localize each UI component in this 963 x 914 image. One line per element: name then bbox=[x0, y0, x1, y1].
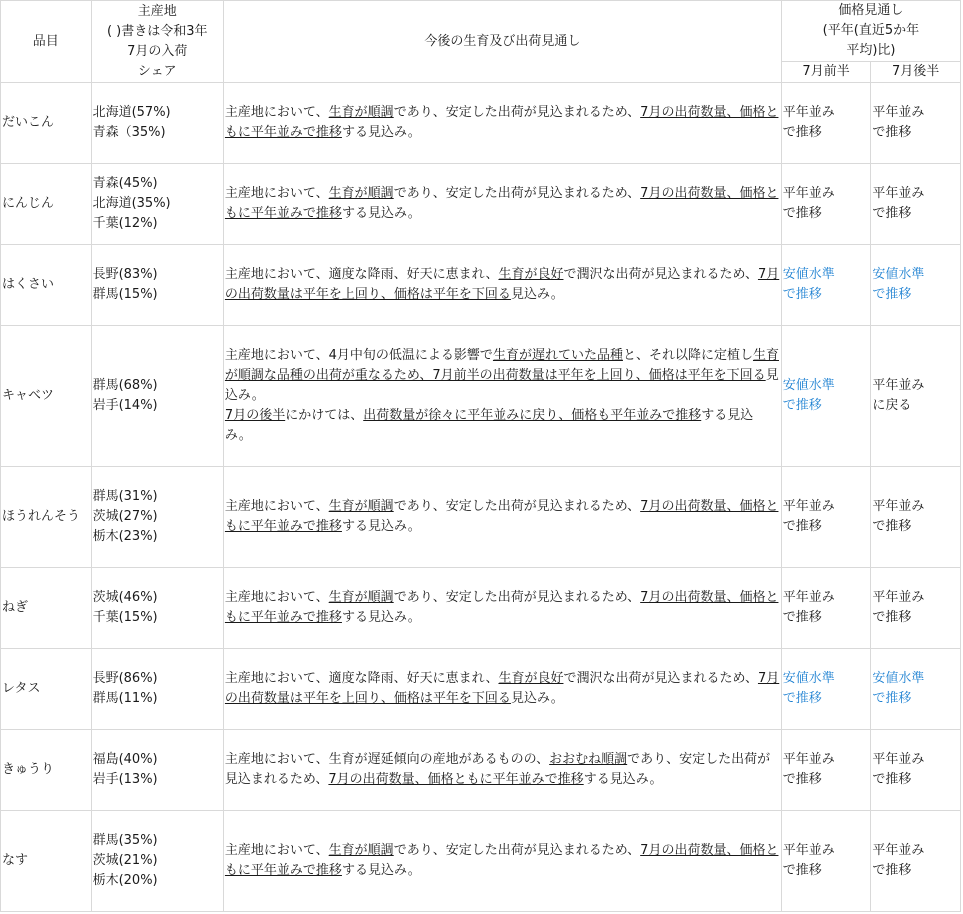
outlook-highlight: 生育が順調 bbox=[328, 105, 394, 120]
outlook-segment: する見込み。 bbox=[341, 125, 421, 140]
outlook-segment: であり、安定した出荷が見込まれるため、 bbox=[393, 499, 641, 514]
item-name: ねぎ bbox=[1, 568, 92, 649]
price-outlook-line: 安値水準 bbox=[782, 671, 835, 686]
price-outlook-line: 平年並み bbox=[872, 378, 925, 393]
header-price-line: (平年(直近5か年 bbox=[822, 23, 920, 38]
table-row bbox=[1, 83, 961, 164]
price-outlook-line: 平年並み bbox=[872, 752, 925, 767]
outlook-text bbox=[223, 730, 781, 811]
header-share-line: ( )書きは令和3年 bbox=[106, 23, 208, 39]
price-outlook-line: 平年並み bbox=[872, 843, 925, 858]
outlook-highlight: 生育が順調な品種の出荷が重なるため、7月前半の出荷数量は平年を上回り、価格は平年を下回る bbox=[224, 348, 779, 383]
production-share bbox=[91, 568, 223, 649]
price-first-half bbox=[781, 467, 871, 568]
item-name: はくさい bbox=[1, 245, 92, 326]
outlook-segment: 主産地において、 bbox=[224, 186, 329, 201]
production-share bbox=[91, 164, 223, 245]
outlook-segment: 主産地において、 bbox=[224, 105, 329, 120]
share-entry: 茨城(27%) bbox=[92, 509, 158, 524]
price-outlook-line: 平年並み bbox=[782, 186, 835, 201]
price-outlook-line: 平年並み bbox=[872, 105, 925, 120]
outlook-text bbox=[223, 467, 781, 568]
outlook-highlight: 生育が順調 bbox=[328, 843, 394, 858]
outlook-highlight: 生育が順調 bbox=[328, 590, 394, 605]
outlook-text bbox=[223, 811, 781, 912]
outlook-segment: 主産地において、適度な降雨、好天に恵まれ、 bbox=[224, 671, 499, 686]
price-second-half bbox=[871, 811, 961, 912]
outlook-segment: にかけては、 bbox=[285, 408, 364, 423]
header-price-line: 価格見通し bbox=[838, 3, 904, 18]
price-outlook-line: で推移 bbox=[872, 287, 912, 302]
price-outlook-line: で推移 bbox=[782, 125, 822, 140]
price-first-half bbox=[781, 326, 871, 467]
outlook-segment: する見込み。 bbox=[341, 863, 421, 878]
outlook-segment: する見込み。 bbox=[341, 610, 421, 625]
share-entry: 青森(45%) bbox=[92, 176, 158, 191]
table-row bbox=[1, 730, 961, 811]
header-price-line: 平均)比) bbox=[846, 43, 896, 58]
production-share bbox=[91, 730, 223, 811]
outlook-segment: 主産地において、適度な降雨、好天に恵まれ、 bbox=[224, 267, 499, 282]
share-entry: 青森（35%) bbox=[92, 125, 166, 140]
price-outlook-line: で推移 bbox=[782, 287, 822, 302]
outlook-highlight: 7月の出荷数量、価格ともに平年並みで推移 bbox=[224, 186, 779, 221]
price-outlook-line: で推移 bbox=[872, 863, 912, 878]
outlook-segment: であり、安定した出荷が見込まれるため、 bbox=[224, 752, 771, 787]
price-outlook-line: で推移 bbox=[872, 206, 912, 221]
price-outlook-line: 平年並み bbox=[872, 186, 925, 201]
share-entry: 千葉(15%) bbox=[92, 610, 158, 625]
share-entry: 茨城(46%) bbox=[92, 590, 158, 605]
outlook-highlight: 7月の出荷数量、価格ともに平年並みで推移 bbox=[224, 499, 779, 534]
table-body bbox=[1, 83, 961, 912]
outlook-segment: 見込み。 bbox=[224, 368, 779, 403]
outlook-segment: する見込み。 bbox=[341, 206, 421, 221]
production-share bbox=[91, 83, 223, 164]
outlook-segment: 見込み。 bbox=[510, 287, 564, 302]
share-entry: 栃木(20%) bbox=[92, 873, 158, 888]
price-outlook-line: 平年並み bbox=[782, 105, 835, 120]
share-entry: 北海道(35%) bbox=[92, 196, 171, 211]
price-outlook-line: 平年並み bbox=[782, 843, 835, 858]
header-outlook: 今後の生育及び出荷見通し bbox=[223, 1, 781, 83]
outlook-highlight: 7月の出荷数量、価格ともに平年並みで推移 bbox=[328, 772, 584, 787]
outlook-highlight: 生育が良好 bbox=[498, 267, 564, 282]
table-row bbox=[1, 164, 961, 245]
price-second-half bbox=[871, 164, 961, 245]
price-outlook-line: で推移 bbox=[782, 772, 822, 787]
header-price-first-half: 7月前半 bbox=[781, 62, 871, 83]
outlook-text bbox=[223, 164, 781, 245]
production-share bbox=[91, 811, 223, 912]
outlook-highlight: 7月の出荷数量は平年を上回り、価格は平年を下回る bbox=[224, 267, 780, 302]
outlook-highlight: おおむね順調 bbox=[549, 752, 628, 767]
production-share bbox=[91, 649, 223, 730]
share-entry: 長野(86%) bbox=[92, 671, 158, 686]
outlook-highlight: 7月の後半 bbox=[224, 408, 286, 423]
header-share-line: シェア bbox=[137, 63, 177, 79]
table-row bbox=[1, 649, 961, 730]
outlook-highlight: 生育が順調 bbox=[328, 499, 394, 514]
share-entry: 群馬(11%) bbox=[92, 691, 158, 706]
outlook-segment: する見込み。 bbox=[583, 772, 663, 787]
outlook-text bbox=[223, 568, 781, 649]
outlook-segment: 主産地において、4月中旬の低温による影響で bbox=[224, 348, 493, 363]
outlook-segment: で潤沢な出荷が見込まれるため、 bbox=[563, 671, 758, 686]
table-row bbox=[1, 568, 961, 649]
price-second-half bbox=[871, 649, 961, 730]
table-row bbox=[1, 245, 961, 326]
outlook-highlight: 7月の出荷数量は平年を上回り、価格は平年を下回る bbox=[224, 671, 780, 706]
price-outlook-line: で推移 bbox=[782, 610, 822, 625]
outlook-segment: 主産地において、 bbox=[224, 499, 329, 514]
share-entry: 岩手(14%) bbox=[92, 398, 158, 413]
table-row bbox=[1, 326, 961, 467]
outlook-segment: であり、安定した出荷が見込まれるため、 bbox=[393, 590, 641, 605]
price-outlook-line: で推移 bbox=[782, 206, 822, 221]
item-name: レタス bbox=[1, 649, 92, 730]
price-outlook-line: で推移 bbox=[782, 398, 822, 413]
header-price bbox=[781, 1, 960, 62]
outlook-highlight: 生育が順調 bbox=[328, 186, 394, 201]
price-outlook-line: 平年並み bbox=[782, 590, 835, 605]
share-entry: 北海道(57%) bbox=[92, 105, 171, 120]
outlook-segment: 主産地において、生育が遅延傾向の産地があるものの、 bbox=[224, 752, 550, 767]
header-price-second-half: 7月後半 bbox=[871, 62, 961, 83]
share-entry: 群馬(35%) bbox=[92, 833, 158, 848]
outlook-segment: する見込み。 bbox=[341, 519, 421, 534]
price-outlook-line: で推移 bbox=[782, 519, 822, 534]
price-outlook-line: で推移 bbox=[872, 519, 912, 534]
price-second-half bbox=[871, 83, 961, 164]
price-outlook-line: 安値水準 bbox=[872, 671, 925, 686]
production-share bbox=[91, 326, 223, 467]
share-entry: 岩手(13%) bbox=[92, 772, 158, 787]
outlook-segment: する見込み。 bbox=[224, 408, 754, 443]
item-name: きゅうり bbox=[1, 730, 92, 811]
outlook-highlight: 生育が良好 bbox=[498, 671, 564, 686]
header-share-line: 7月の入荷 bbox=[127, 43, 188, 59]
item-name: キャベツ bbox=[1, 326, 92, 467]
share-entry: 群馬(31%) bbox=[92, 489, 158, 504]
price-outlook-line: に戻る bbox=[872, 398, 912, 413]
share-entry: 栃木(23%) bbox=[92, 529, 158, 544]
price-outlook-line: で推移 bbox=[782, 863, 822, 878]
price-second-half bbox=[871, 730, 961, 811]
price-second-half bbox=[871, 245, 961, 326]
share-entry: 長野(83%) bbox=[92, 267, 158, 282]
share-entry: 群馬(68%) bbox=[92, 378, 158, 393]
price-second-half bbox=[871, 568, 961, 649]
price-first-half bbox=[781, 811, 871, 912]
share-entry: 茨城(21%) bbox=[92, 853, 158, 868]
price-second-half bbox=[871, 467, 961, 568]
price-first-half bbox=[781, 164, 871, 245]
price-outlook-line: 安値水準 bbox=[782, 378, 835, 393]
outlook-highlight: 7月の出荷数量、価格ともに平年並みで推移 bbox=[224, 843, 779, 878]
production-share bbox=[91, 467, 223, 568]
outlook-segment: で潤沢な出荷が見込まれるため、 bbox=[563, 267, 758, 282]
price-outlook-line: で推移 bbox=[872, 691, 912, 706]
outlook-segment: 見込み。 bbox=[510, 691, 564, 706]
price-outlook-line: 平年並み bbox=[782, 499, 835, 514]
share-entry: 群馬(15%) bbox=[92, 287, 158, 302]
price-first-half bbox=[781, 730, 871, 811]
price-outlook-line: 安値水準 bbox=[872, 267, 925, 282]
item-name: ほうれんそう bbox=[1, 467, 92, 568]
price-first-half bbox=[781, 83, 871, 164]
header-share-line: 主産地 bbox=[137, 3, 177, 19]
outlook-highlight: 7月の出荷数量、価格ともに平年並みで推移 bbox=[224, 105, 779, 140]
price-outlook-line: 平年並み bbox=[872, 590, 925, 605]
outlook-segment: であり、安定した出荷が見込まれるため、 bbox=[393, 105, 641, 120]
outlook-segment: と、それ以降に定植し bbox=[622, 348, 753, 363]
table-row bbox=[1, 467, 961, 568]
item-name: だいこん bbox=[1, 83, 92, 164]
outlook-text bbox=[223, 326, 781, 467]
item-name: にんじん bbox=[1, 164, 92, 245]
price-outlook-line: 平年並み bbox=[872, 499, 925, 514]
outlook-text bbox=[223, 649, 781, 730]
header-item: 品目 bbox=[1, 1, 92, 83]
outlook-segment: 主産地において、 bbox=[224, 843, 329, 858]
price-outlook-line: で推移 bbox=[872, 610, 912, 625]
price-outlook-line: 安値水準 bbox=[782, 267, 835, 282]
outlook-segment: 主産地において、 bbox=[224, 590, 329, 605]
outlook-segment: であり、安定した出荷が見込まれるため、 bbox=[393, 843, 641, 858]
price-second-half bbox=[871, 326, 961, 467]
price-first-half bbox=[781, 649, 871, 730]
price-first-half bbox=[781, 568, 871, 649]
production-share bbox=[91, 245, 223, 326]
price-outlook-line: で推移 bbox=[872, 125, 912, 140]
price-outlook-line: で推移 bbox=[872, 772, 912, 787]
item-name: なす bbox=[1, 811, 92, 912]
header-share bbox=[91, 1, 223, 83]
share-entry: 千葉(12%) bbox=[92, 216, 158, 231]
outlook-segment: であり、安定した出荷が見込まれるため、 bbox=[393, 186, 641, 201]
price-outlook-line: 平年並み bbox=[782, 752, 835, 767]
price-first-half bbox=[781, 245, 871, 326]
table-row bbox=[1, 811, 961, 912]
outlook-highlight: 生育が遅れていた品種 bbox=[492, 348, 623, 363]
price-outlook-line: で推移 bbox=[782, 691, 822, 706]
outlook-text bbox=[223, 83, 781, 164]
outlook-highlight: 7月の出荷数量、価格ともに平年並みで推移 bbox=[224, 590, 779, 625]
share-entry: 福島(40%) bbox=[92, 752, 158, 767]
outlook-highlight: 出荷数量が徐々に平年並みに戻り、価格も平年並みで推移 bbox=[363, 408, 702, 423]
outlook-text bbox=[223, 245, 781, 326]
